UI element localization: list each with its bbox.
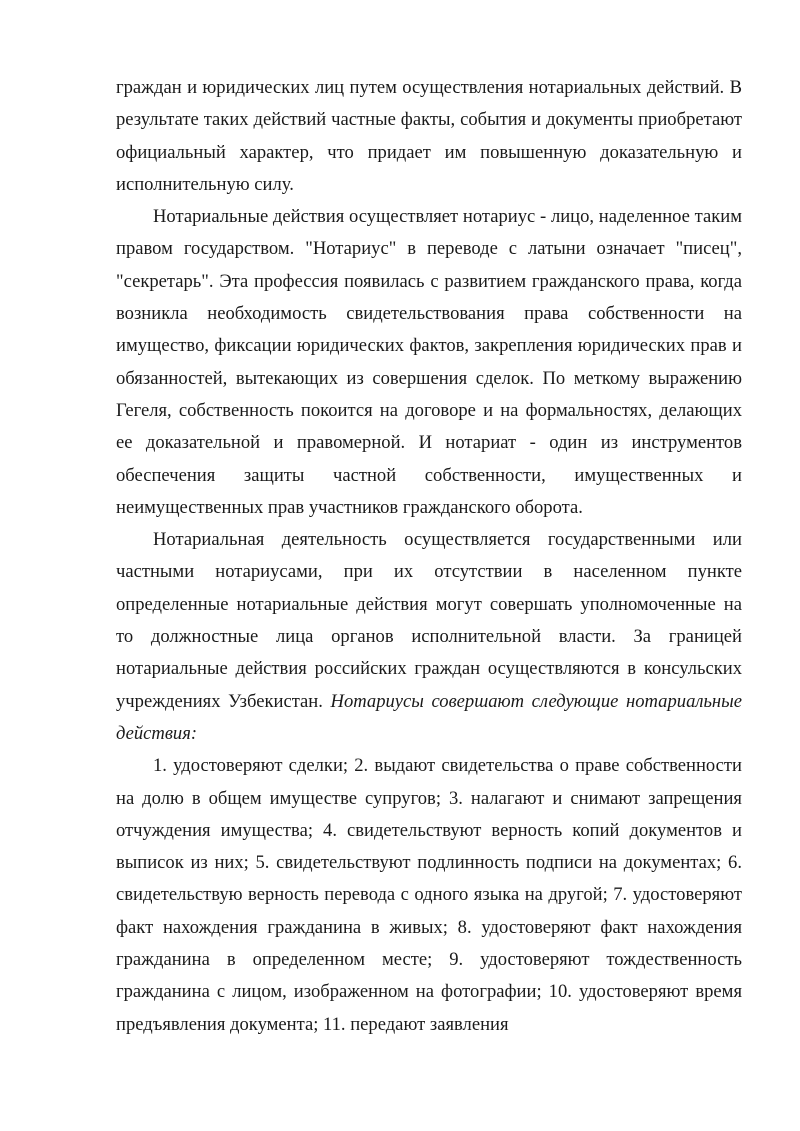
- paragraph-3-text: Нотариальная деятельность осуществляется государственными или частными нотариусами, при их отсутствии в населенном пункте определенные нотариальные действия могут совершать уполномоченные на то должностные лица органов исполнительной власти. За границей нотариальные действия российских граждан осуществляются в консульских учреждениях Узбекистан.: [116, 529, 742, 712]
- paragraph-3-italic-text: Нотариусы совершают следующие нотариальные действия:: [116, 690, 743, 744]
- paragraph-1: граждан и юридических лиц путем осуществления нотариальных действий. В результате таких действий частные факты, события и документы приобретают официальный характер, что придает им повышенную доказательную и исполнительную силу.: [116, 77, 742, 195]
- paragraph-3: [116, 524, 742, 750]
- paragraph-4: 1. удостоверяют сделки; 2. выдают свидетельства о праве собственности на долю в общем имуществе супругов; 3. налагают и снимают запрещения отчуждения имущества; 4. свидетельствуют верность копий документов и выписок из них; 5. свидетельствуют подлинность подписи на документах; 6. свидетельствую верность перевода с одного языка на другой; 7. удостоверяют факт нахождения гражданина в живых; 8. удостоверяют факт нахождения гражданина в определенном месте; 9. удостоверяют тождественность гражданина с лицом, изображенном на фотографии; 10. удостоверяют время предъявления документа; 11. передают заявления: [116, 755, 742, 1035]
- paragraph-2: Нотариальные действия осуществляет нотариус - лицо, наделенное таким правом государством. "Нотариус" в переводе с латыни означает "писец", "секретарь". Эта профессия появилась с развитием гражданского права, когда возникла необходимость свидетельствования права собственности на имущество, фиксации юридических фактов, закрепления юридических прав и обязанностей, вытекающих из совершения сделок. По меткому выражению Гегеля, собственность покоится на договоре и на формальностях, делающих ее доказательной и правомерной. И нотариат - один из инструментов обеспечения защиты частной собственности, имущественных и неимущественных прав участников гражданского оборота.: [116, 206, 742, 518]
- document-page: [116, 72, 742, 1041]
